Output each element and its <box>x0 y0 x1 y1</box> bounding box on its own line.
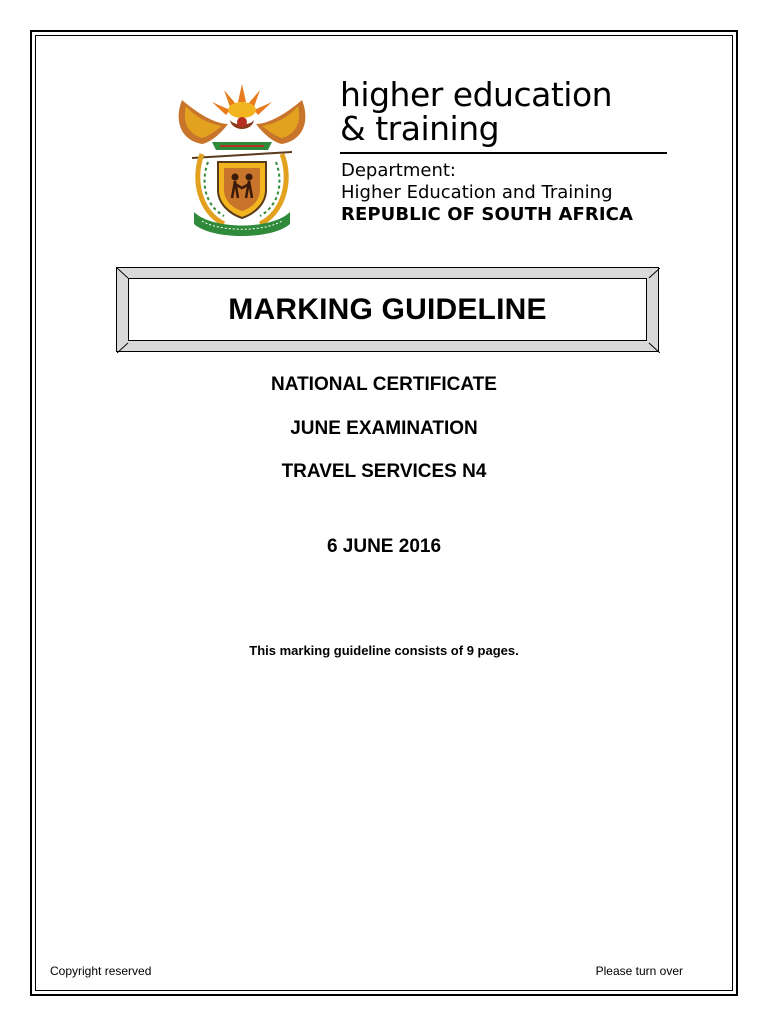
examination-line: JUNE EXAMINATION <box>290 418 478 439</box>
coat-of-arms-icon <box>172 80 312 238</box>
certificate-line: NATIONAL CERTIFICATE <box>271 374 497 395</box>
subject-line: TRAVEL SERVICES N4 <box>281 461 487 482</box>
sun-rays <box>212 84 272 118</box>
title-box-inner <box>128 278 647 341</box>
dept-logo-title <box>340 75 613 148</box>
dept-divider <box>340 152 667 154</box>
footer-copyright: Copyright reserved <box>50 964 152 978</box>
dept-name: Higher Education and Training <box>341 182 613 203</box>
title-box <box>116 267 659 352</box>
dept-label: Department: <box>341 160 456 181</box>
page-count-note: This marking guideline consists of 9 pages. <box>249 643 519 658</box>
dept-title-line1: higher education <box>340 75 613 114</box>
dept-title-line2: & training <box>340 109 500 148</box>
footer-turn-over: Please turn over <box>595 964 683 978</box>
country-name: REPUBLIC OF SOUTH AFRICA <box>341 204 634 225</box>
exam-date: 6 JUNE 2016 <box>326 536 442 557</box>
dept-details <box>341 160 633 226</box>
document-title: MARKING GUIDELINE <box>228 292 547 326</box>
